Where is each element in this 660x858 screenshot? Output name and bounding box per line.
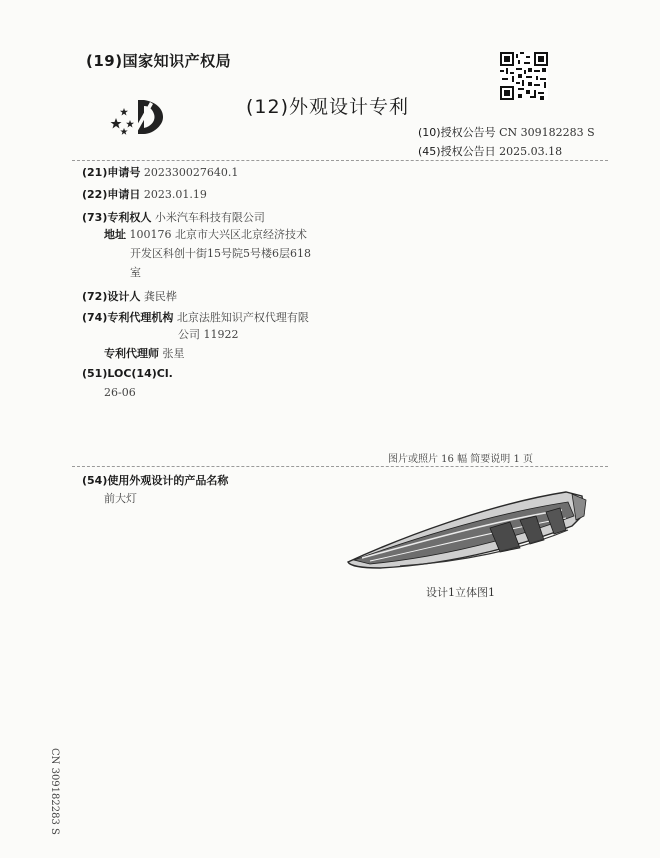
publication-number — [418, 124, 595, 140]
publication-date-value: 2025.03.18 — [499, 145, 563, 158]
patent-agency-line-1: 北京法胜知识产权代理有限 — [176, 311, 309, 324]
cnipa-emblem-icon — [110, 96, 174, 136]
application-date — [82, 186, 207, 202]
publication-date-label: (45)授权公告日 — [418, 145, 496, 158]
product-name-label: (54)使用外观设计的产品名称 — [82, 474, 229, 487]
application-number — [82, 164, 238, 180]
publication-number-value: CN 309182283 S — [499, 126, 595, 139]
patentee-value: 小米汽车科技有限公司 — [154, 211, 265, 224]
patentee — [82, 209, 265, 225]
patent-agency-line-2: 公司 11922 — [178, 328, 239, 341]
patent-agency-label: (74)专利代理机构 — [82, 311, 174, 324]
figure-count: 图片或照片 16 幅 简要说明 1 页 — [388, 454, 533, 465]
patent-agent-value: 张星 — [162, 347, 185, 360]
patent-agent-label: 专利代理师 — [104, 347, 159, 360]
designer — [82, 288, 177, 304]
designer-label: (72)设计人 — [82, 290, 141, 303]
address-line-2: 开发区科创十街15号院5号楼6层618 — [130, 247, 311, 260]
loc-classification-label: (51)LOC(14)Cl. — [82, 367, 173, 380]
document-type-title: (12)外观设计专利 — [246, 96, 410, 118]
address-line-3: 室 — [130, 266, 141, 279]
address-line-1: 100176 北京市大兴区北京经济技术 — [129, 228, 307, 241]
loc-classification-value: 26-06 — [104, 386, 136, 399]
office-title: (19)国家知识产权局 — [86, 52, 232, 70]
section-divider — [72, 466, 608, 467]
header-divider — [72, 160, 608, 161]
application-number-value: 202330027640.1 — [143, 166, 239, 179]
patent-agency — [82, 309, 309, 325]
patent-agent — [104, 345, 185, 361]
product-name-value: 前大灯 — [104, 492, 137, 505]
address — [104, 226, 307, 242]
patentee-label: (73)专利权人 — [82, 211, 152, 224]
side-publication-number: CN 309182283 S — [49, 748, 60, 835]
application-number-label: (21)申请号 — [82, 166, 141, 179]
application-date-value: 2023.01.19 — [143, 188, 207, 201]
application-date-label: (22)申请日 — [82, 188, 141, 201]
figure-caption: 设计1立体图1 — [426, 586, 495, 599]
designer-value: 龚民桦 — [143, 290, 177, 303]
publication-date — [418, 143, 562, 159]
publication-number-label: (10)授权公告号 — [418, 126, 496, 139]
qr-code-icon — [500, 52, 548, 100]
address-label: 地址 — [104, 228, 126, 241]
headlamp-drawing — [340, 486, 588, 578]
